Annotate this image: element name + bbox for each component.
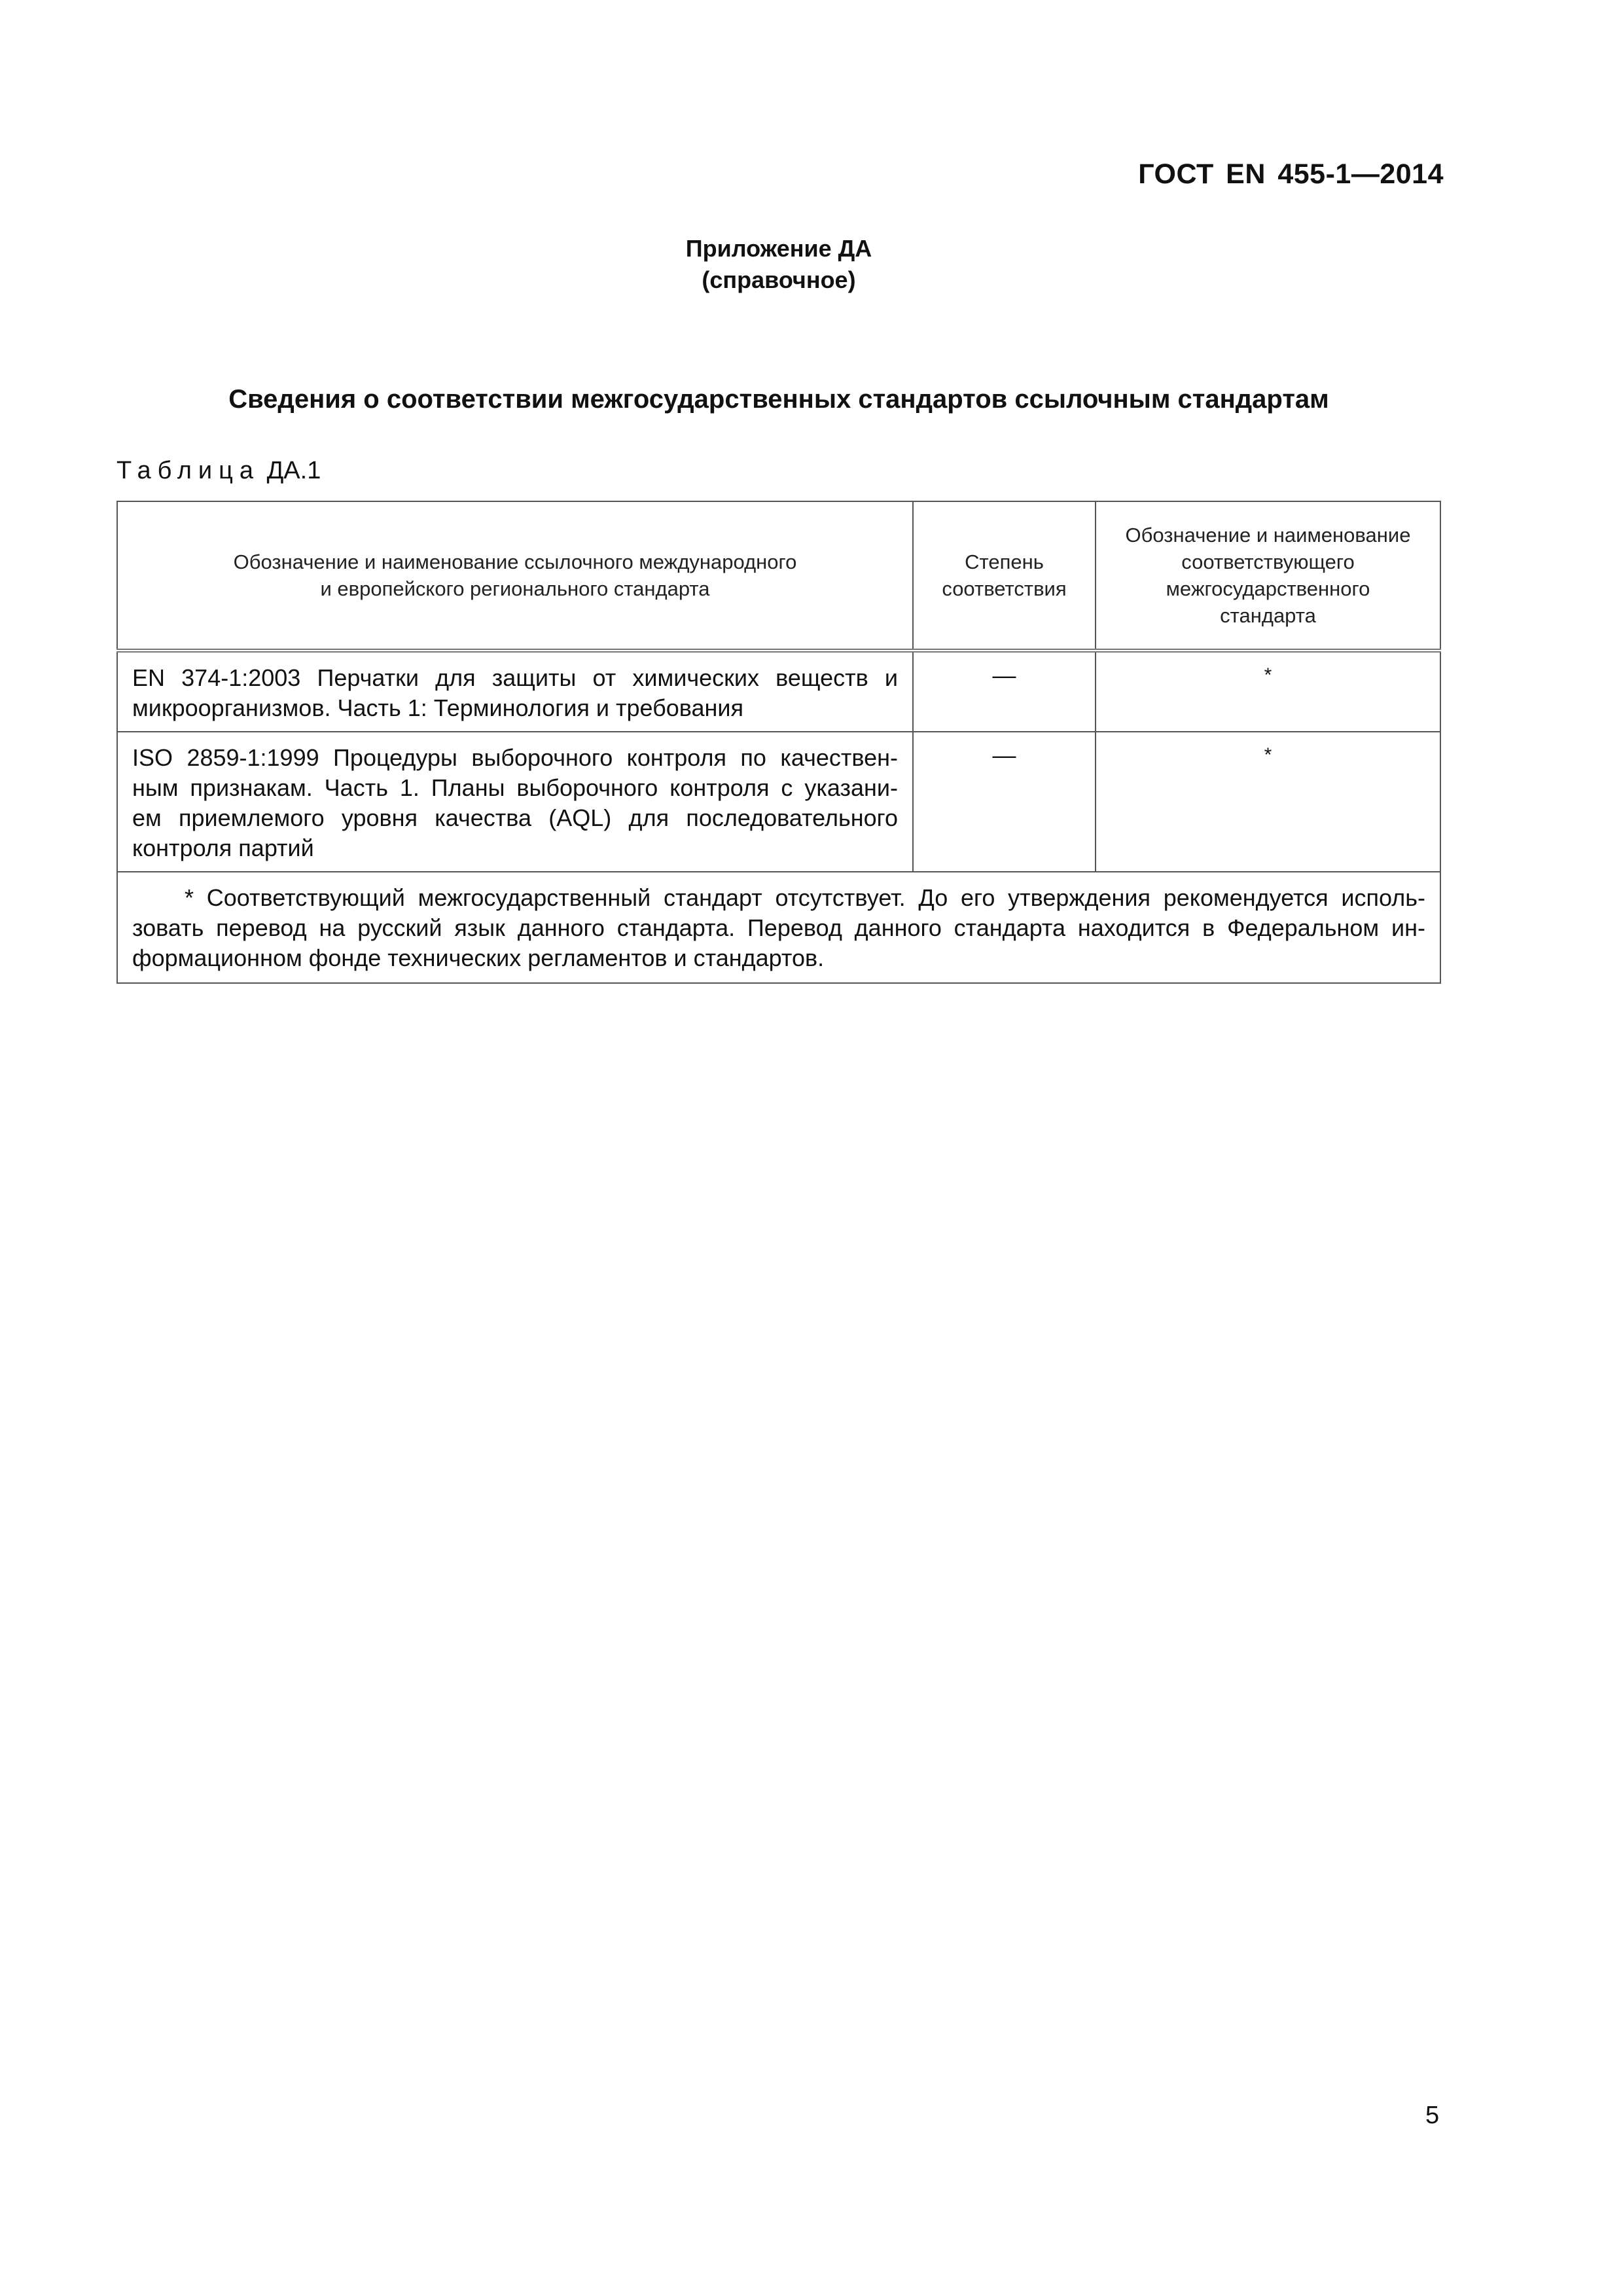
table-caption-word: Таблица bbox=[116, 457, 260, 484]
text-line bbox=[132, 883, 1425, 913]
text-line: микроорганизмов. Часть 1: Терминология и требования bbox=[132, 694, 743, 721]
text-line: ным признакам. Часть 1. Планы выборочного контроля с указани- bbox=[132, 774, 898, 801]
table-footnote bbox=[117, 872, 1440, 983]
text-line: формационном фонде технических регламентов и стандартов. bbox=[132, 944, 825, 971]
text-line: ISO 2859-1:1999 Процедуры выборочного контроля по качествен- bbox=[132, 744, 898, 771]
header-line: соответствия bbox=[942, 577, 1067, 600]
row-degree: — bbox=[913, 651, 1096, 732]
table-caption-number: ДА.1 bbox=[266, 457, 321, 484]
header-line: Степень bbox=[965, 550, 1044, 573]
row-equivalent: * bbox=[1096, 732, 1440, 872]
text-line: ем приемлемого уровня качества (AQL) для последовательного bbox=[132, 804, 898, 831]
header-interstate-standard bbox=[1096, 501, 1440, 651]
header-line: соответствующего bbox=[1181, 550, 1355, 573]
header-line: Обозначение и наименование bbox=[1125, 524, 1411, 547]
row-equivalent: * bbox=[1096, 651, 1440, 732]
text-line: зовать перевод на русский язык данного стандарта. Перевод данного стандарта находится в Федеральном ин- bbox=[132, 914, 1425, 941]
text-line: контроля партий bbox=[132, 834, 314, 861]
row-standard-name bbox=[117, 732, 913, 872]
header-line: межгосударственного bbox=[1166, 577, 1370, 600]
header-line: и европейского регионального стандарта bbox=[320, 577, 710, 600]
correspondence-table bbox=[116, 501, 1441, 984]
table-row bbox=[117, 651, 1440, 732]
appendix-heading bbox=[0, 233, 1558, 296]
table-row bbox=[117, 732, 1440, 872]
section-title: Сведения о соответствии межгосударственных стандартов ссылочным стандартам bbox=[228, 385, 1329, 414]
header-line: Обозначение и наименование ссылочного международного bbox=[233, 550, 797, 573]
text-line: EN 374-1:2003 Перчатки для защиты от химических веществ и bbox=[132, 664, 898, 691]
row-degree: — bbox=[913, 732, 1096, 872]
appendix-subtitle: (справочное) bbox=[702, 266, 856, 293]
table-header-row bbox=[117, 501, 1440, 651]
document-code: ГОСТ EN 455-1—2014 bbox=[1138, 158, 1444, 190]
header-reference-standard bbox=[117, 501, 913, 651]
appendix-title: Приложение ДА bbox=[685, 235, 872, 262]
header-degree bbox=[913, 501, 1096, 651]
header-line: стандарта bbox=[1220, 604, 1316, 627]
row-standard-name bbox=[117, 651, 913, 732]
page-number: 5 bbox=[1425, 2102, 1440, 2129]
table-caption bbox=[116, 457, 321, 485]
table-footnote-row bbox=[117, 872, 1440, 983]
footnote-text: * Соответствующий межгосударственный стандарт отсутствует. До его утверждения рекомендуется исполь- bbox=[185, 884, 1425, 911]
